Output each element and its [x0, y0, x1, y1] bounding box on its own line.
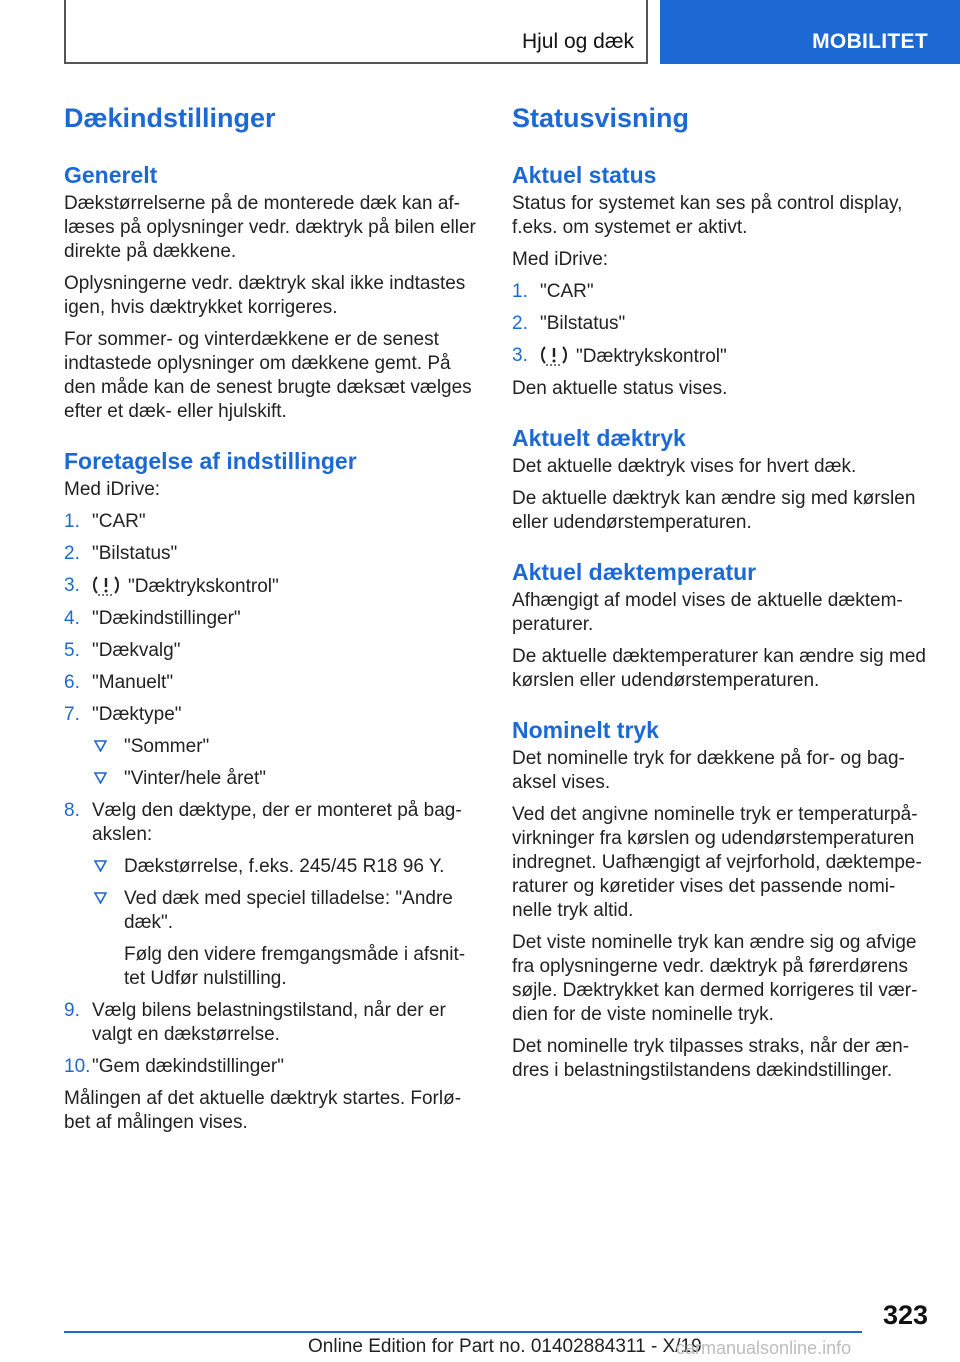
paragraph: Status for systemet kan ses på control display, f.eks. om systemet er aktivt. — [512, 193, 903, 238]
page-number: 323 — [882, 1300, 928, 1330]
sub-list-item — [92, 735, 480, 759]
intro-text: Med iDrive: — [512, 249, 609, 270]
list-item — [64, 671, 480, 695]
steps-list — [64, 510, 480, 1079]
heading-nominelt-tryk: Nominelt tryk — [512, 717, 659, 743]
paragraph: Det nominelle tryk for dækkene på for- og bag-aksel vises. — [512, 748, 905, 793]
step-text: "Dækindstillinger" — [92, 608, 241, 629]
list-item — [64, 542, 480, 566]
list-item — [512, 344, 932, 369]
list-item — [64, 510, 480, 534]
list-item — [64, 574, 480, 599]
watermark: carmanualsonline.info — [676, 1338, 852, 1358]
step-number: 4. — [64, 608, 80, 629]
triangle-bullet-icon — [94, 892, 107, 904]
step-text: "Bilstatus" — [540, 313, 626, 334]
sub-item-text: Ved dæk med speciel tilladelse: "Andre dæk". — [124, 888, 453, 933]
step-text: "CAR" — [92, 511, 146, 532]
sub-item-text: "Vinter/hele året" — [124, 768, 266, 789]
chapter-title: Hjul og dæk — [521, 30, 634, 53]
heading-statusvisning: Statusvisning — [512, 103, 690, 133]
step-text: "Dæktrykskontrol" — [128, 576, 279, 597]
step-number: 2. — [512, 313, 528, 334]
edition-text: Online Edition for Part no. 01402884311 - X/19 — [308, 1336, 702, 1357]
step-number: 2. — [64, 543, 80, 564]
step-text: Vælg bilens belastningstilstand, når der er valgt en dækstørrelse. — [92, 1000, 446, 1045]
step-number: 6. — [64, 672, 80, 693]
step-text: "Manuelt" — [92, 672, 174, 693]
paragraph: Dækstørrelserne på de monterede dæk kan af-læses på oplysninger vedr. dæktryk på bilen eller direkte på dækkene. — [64, 193, 476, 262]
step-number: 10. — [64, 1056, 91, 1077]
list-item — [512, 312, 932, 336]
paragraph: De aktuelle dæktryk kan ændre sig med kørslen eller udendørstemperaturen. — [512, 488, 916, 533]
steps-list — [512, 280, 932, 369]
outro-text: Målingen af det aktuelle dæktryk startes. Forlø-bet af målingen vises. — [64, 1088, 462, 1133]
triangle-bullet-icon — [94, 772, 107, 784]
paragraph: For sommer- og vinterdækkene er de senest indtastede oplysninger om dækkene gemt. På den måde kan de senest brugte dæksæt vælges efter et dæk- eller hjulskift. — [64, 329, 472, 422]
step-text: "Gem dækindstillinger" — [92, 1056, 284, 1077]
intro-text: Med iDrive: — [64, 479, 161, 500]
paragraph: Ved det angivne nominelle tryk er temperaturpå-virkninger fra kørslen og udendørstemperaturen indregnet. Uafhængigt af vejrforhold, dæktempe-raturer og køretider vises det passende nomi-nelle tryk altid. — [512, 804, 922, 921]
section-title: MOBILITET — [812, 30, 928, 53]
step-number: 5. — [64, 640, 80, 661]
tire-pressure-warning-icon — [540, 344, 568, 366]
list-item — [512, 280, 932, 304]
step-number: 3. — [64, 575, 80, 596]
paragraph: Det nominelle tryk tilpasses straks, når der æn-dres i belastningstilstandens dækindstillinger. — [512, 1036, 910, 1081]
sub-item-continuation: Følg den videre fremgangsmåde i afsnit-tet Udfør nulstilling. — [124, 944, 466, 989]
step-number: 7. — [64, 704, 80, 725]
step-text: "Dæktype" — [92, 704, 182, 725]
sub-list-item — [92, 887, 480, 991]
sub-list-item — [92, 767, 480, 791]
sub-list — [92, 735, 480, 791]
sub-item-text: "Sommer" — [124, 736, 210, 757]
step-text: "CAR" — [540, 281, 594, 302]
paragraph: Oplysningerne vedr. dæktryk skal ikke indtastes igen, hvis dæktrykket korrigeres. — [64, 273, 466, 318]
step-number: 8. — [64, 800, 80, 821]
heading-foretagelse: Foretagelse af indstillinger — [64, 448, 357, 474]
right-column — [512, 100, 932, 1091]
footer-divider — [64, 1331, 862, 1333]
step-text: "Bilstatus" — [92, 543, 178, 564]
list-item — [64, 607, 480, 631]
left-column — [64, 100, 480, 1143]
sub-list — [92, 855, 480, 991]
sub-item-text: Dækstørrelse, f.eks. 245/45 R18 96 Y. — [124, 856, 445, 877]
paragraph: Det aktuelle dæktryk vises for hvert dæk. — [512, 456, 857, 477]
step-number: 9. — [64, 1000, 80, 1021]
heading-aktuelt-daektryk: Aktuelt dæktryk — [512, 425, 686, 451]
list-item — [64, 639, 480, 663]
heading-generelt: Generelt — [64, 162, 158, 188]
step-number: 3. — [512, 345, 528, 366]
step-text: Vælg den dæktype, der er monteret på bag-akslen: — [92, 800, 462, 845]
outro-text: Den aktuelle status vises. — [512, 378, 728, 399]
paragraph: Det viste nominelle tryk kan ændre sig og afvige fra oplysningerne vedr. dæktryk på førerdørens søjle. Dæktrykket kan dermed korrigeres til vær-dien for de viste nominelle tryk. — [512, 932, 918, 1025]
step-text: "Dæktrykskontrol" — [576, 346, 727, 367]
step-number: 1. — [512, 281, 528, 302]
header-title-box — [64, 0, 648, 64]
tire-pressure-warning-icon — [92, 574, 120, 596]
paragraph: De aktuelle dæktemperaturer kan ændre sig med kørslen eller udendørstemperaturen. — [512, 646, 926, 691]
list-item — [64, 703, 480, 791]
heading-aktuel-status: Aktuel status — [512, 162, 657, 188]
heading-aktuel-daektemperatur: Aktuel dæktemperatur — [512, 559, 757, 585]
header-section-tab — [660, 0, 960, 64]
heading-daekindstillinger: Dækindstillinger — [64, 103, 276, 133]
list-item — [64, 999, 480, 1047]
step-number: 1. — [64, 511, 80, 532]
triangle-bullet-icon — [94, 860, 107, 872]
sub-list-item — [92, 855, 480, 879]
triangle-bullet-icon — [94, 740, 107, 752]
paragraph: Afhængigt af model vises de aktuelle dæktem-peraturer. — [512, 590, 903, 635]
step-text: "Dækvalg" — [92, 640, 181, 661]
list-item — [64, 799, 480, 991]
list-item — [64, 1055, 480, 1079]
